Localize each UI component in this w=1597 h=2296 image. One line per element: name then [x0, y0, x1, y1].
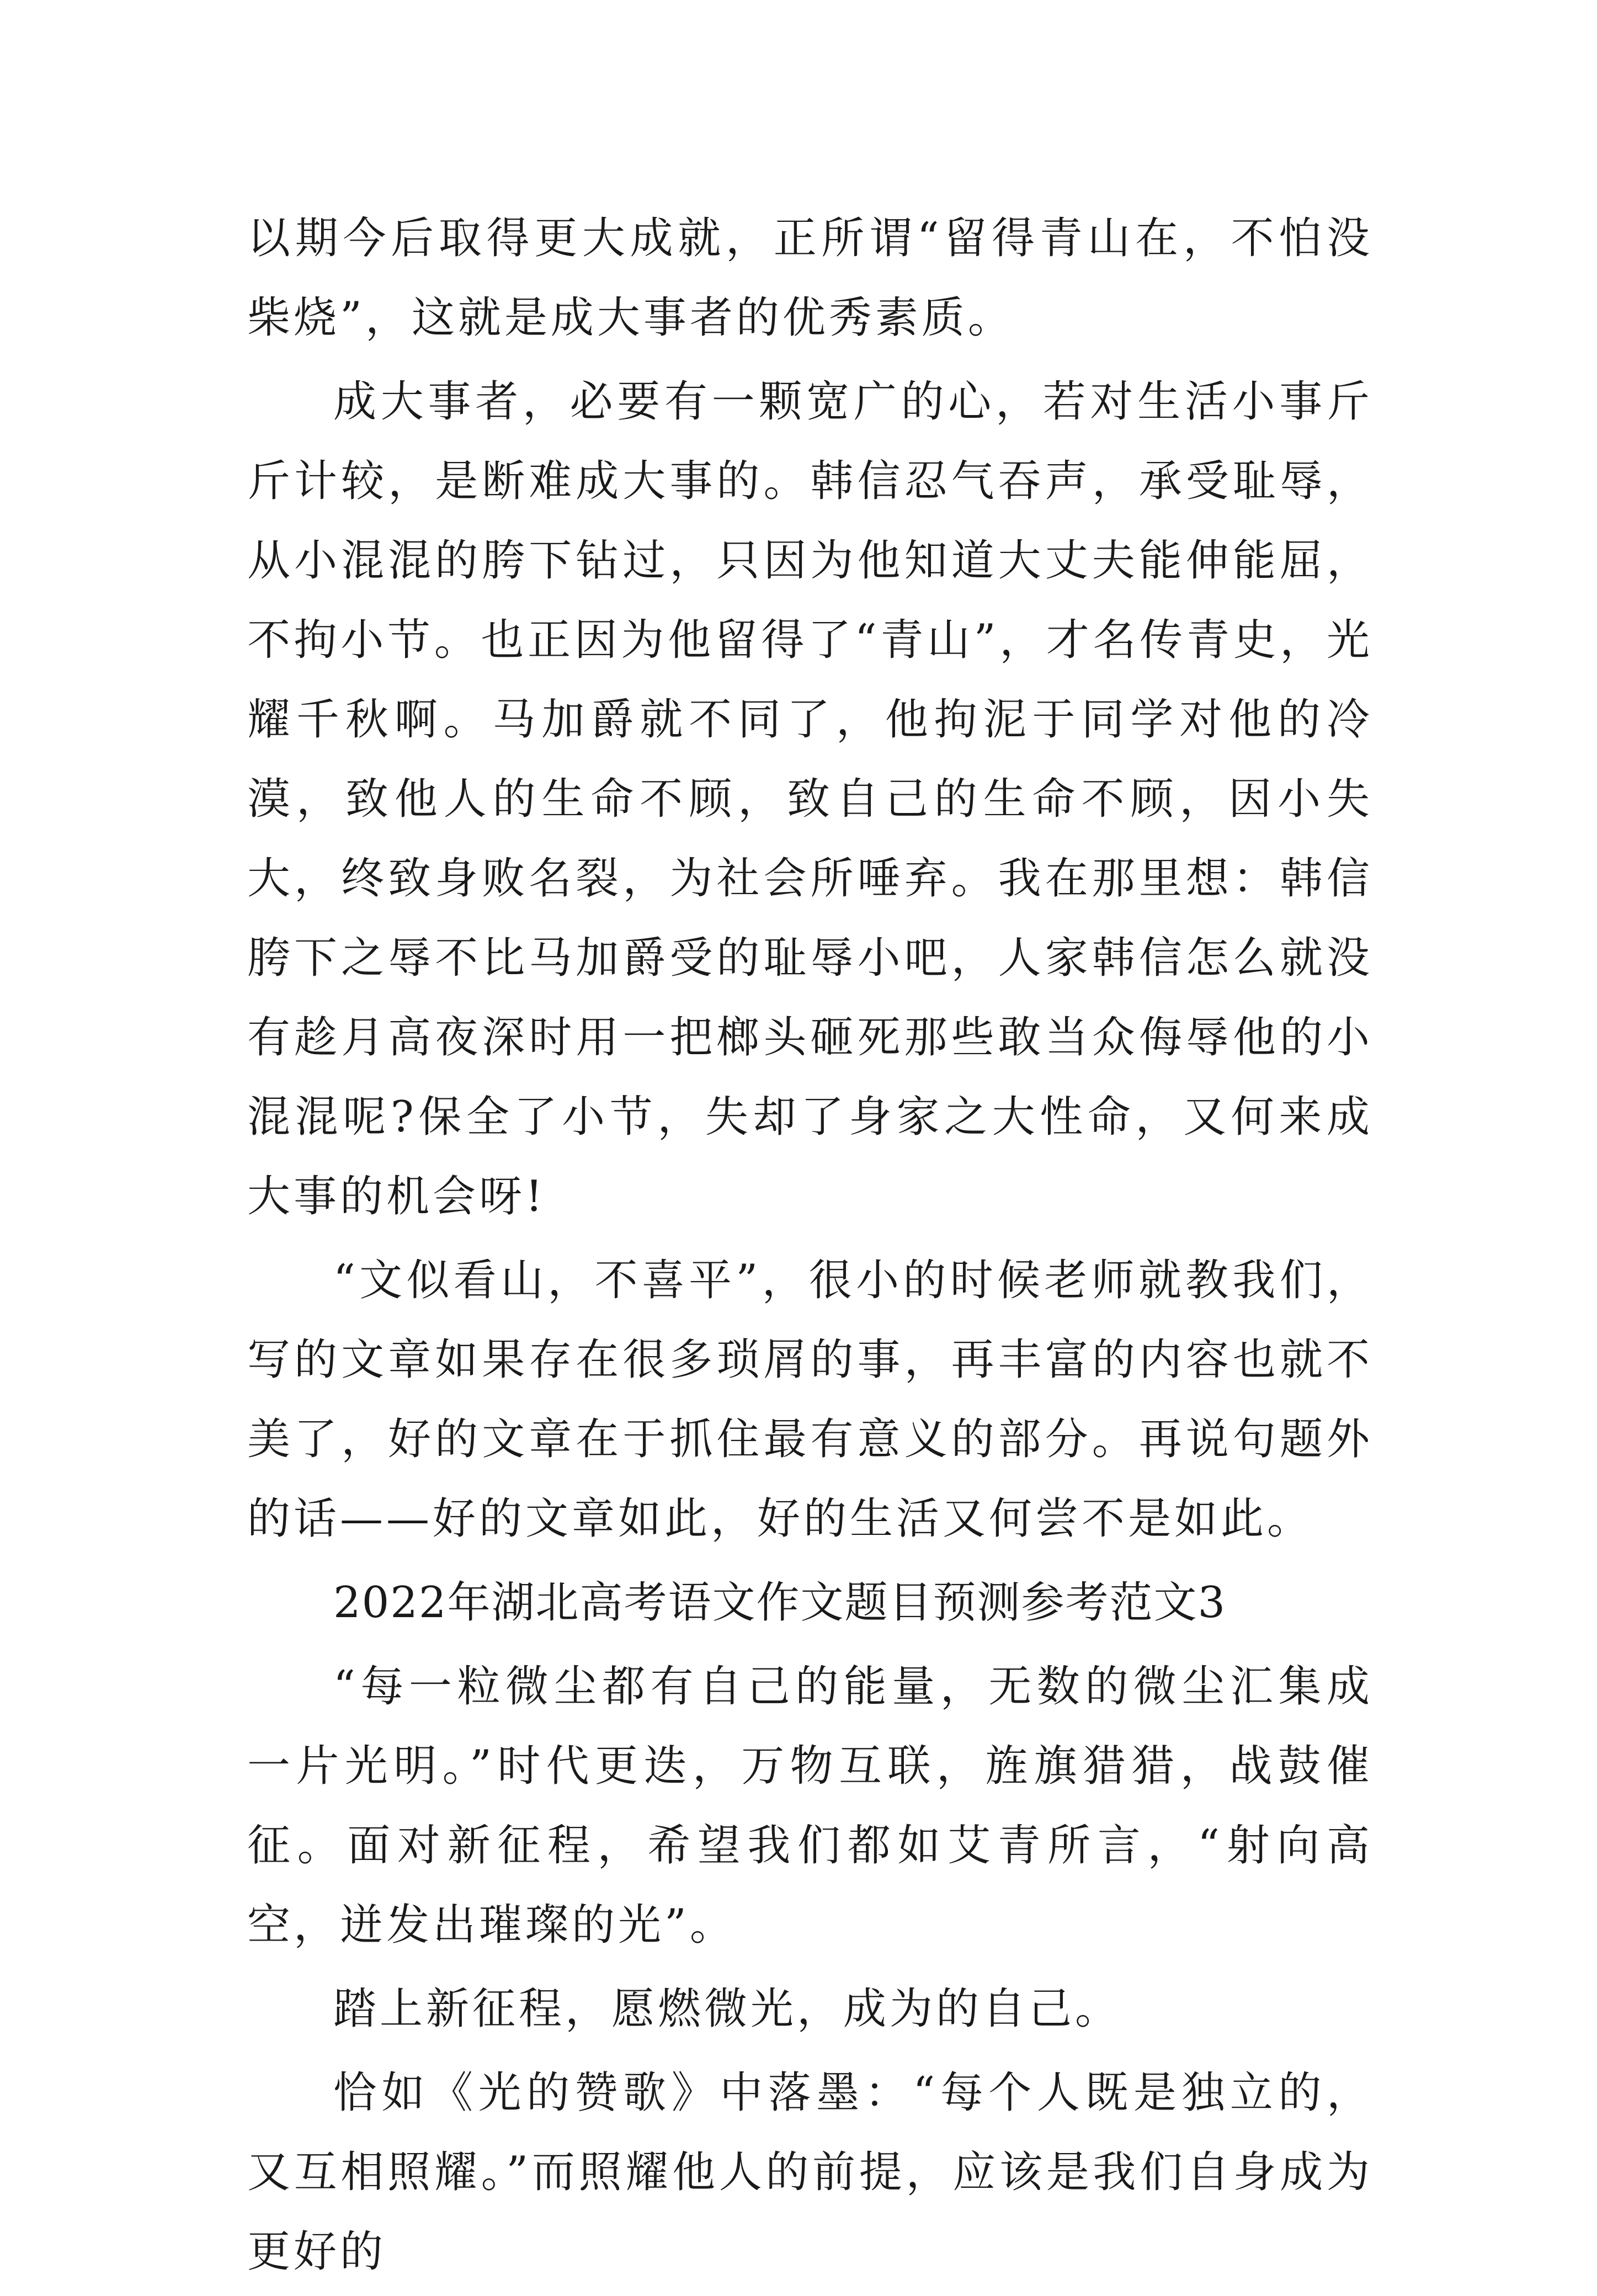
paragraph: 踏上新征程，愿燃微光，成为的自己。	[333, 1984, 1122, 2034]
paragraph: 成大事者，必要有一颗宽广的心，若对生活小事斤斤计较，是断难成大事的。韩信忍气吞声，承受耻辱，从小混混的胯下钻过，只因为他知道大丈夫能伸能屈，不拘小节。也正因为他留得了“青山”，才名传青史，光耀千秋啊。马加爵就不同了，他拘泥于同学对他的冷漠，致他人的生命不顾，致自己的生命不顾，因小失大，终致身败名裂，为社会所唾弃。我在那里想：韩信胯下之辱不比马加爵受的耻辱小吧，人家韩信怎么就没有趁月高夜深时用一把榔头砸死那些敢当众侮辱他的小混混呢?保全了小节，失却了身家之大性命，又何来成大事的机会呀!	[247, 377, 1373, 1221]
paragraph: 恰如《光的赞歌》中落墨：“每个人既是独立的，又互相照耀。”而照耀他人的前提，应该是我们自身成为更好的	[247, 2068, 1373, 2277]
paragraph: “文似看山，不喜平”，很小的时候老师就教我们，写的文章如果存在很多琐屑的事，再丰富的内容也就不美了，好的文章在于抓住最有意义的部分。再说句题外的话——好的文章如此，好的生活又何尝不是如此。	[247, 1256, 1373, 1544]
document-body	[247, 199, 1373, 2296]
paragraph: “每一粒微尘都有自己的能量，无数的微尘汇集成一片光明。”时代更迭，万物互联，旌旗猎猎，战鼓催征。面对新征程，希望我们都如艾青所言，“射向高空，迸发出璀璨的光”。	[247, 1662, 1373, 1950]
section-heading: 2022年湖北高考语文作文题目预测参考范文3	[333, 1578, 1227, 1628]
paragraph: 以期今后取得更大成就，正所谓“留得青山在，不怕没柴烧”，这就是成大事者的优秀素质。	[247, 214, 1373, 343]
